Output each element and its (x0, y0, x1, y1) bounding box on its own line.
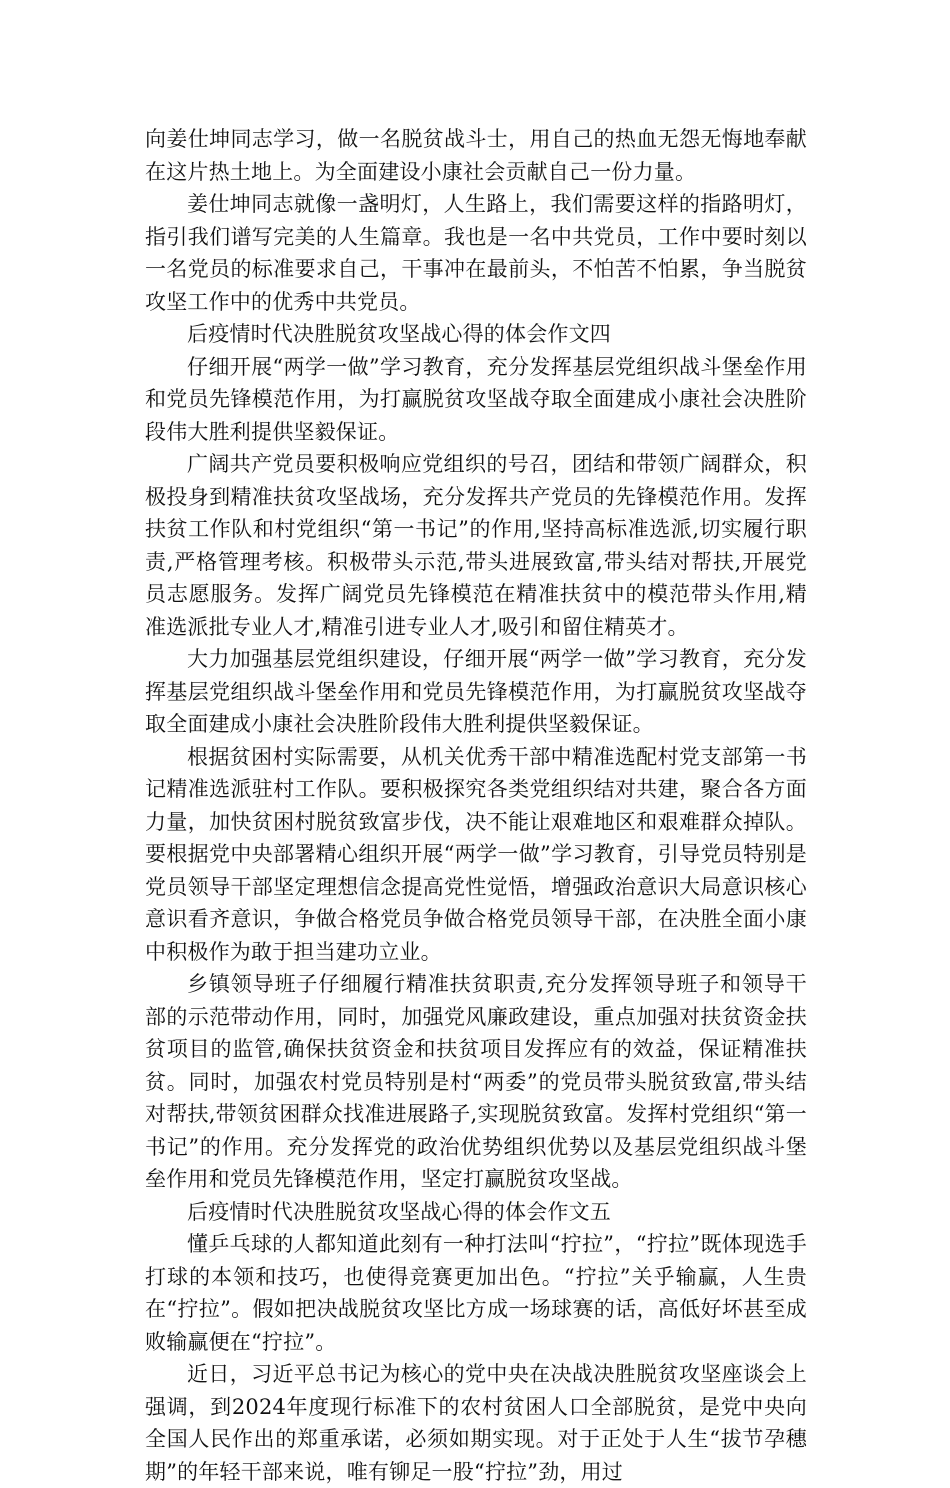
paragraph-7: 乡镇领导班子仔细履行精准扶贫职责,充分发挥领导班子和领导干部的示范带动作用，同时，加强党风廉政建设，重点加强对扶贫资金扶贫项目的监管,确保扶贫资金和扶贫项目发挥应有的效益，保证精准扶贫。同时，加强农村党员特别是村“两委”的党员带头脱贫致富,带头结对帮扶,带领贫困群众找准进展路子,实现脱贫致富。发挥村党组织“第一书记”的作用。充分发挥党的政治优势组织优势以及基层党组织战斗堡垒作用和党员先锋模范作用，坚定打赢脱贫攻坚战。 (145, 972, 807, 1191)
section-heading-4: 后疫情时代决胜脱贫攻坚战心得的体会作文四 (187, 322, 611, 346)
paragraph-1: 向姜仕坤同志学习，做一名脱贫战斗士，用自己的热血无怨无悔地奉献在这片热土地上。为全面建设小康社会贡献自己一份力量。 (145, 127, 807, 184)
document-body (145, 123, 807, 1488)
paragraph-3: 仔细开展“两学一做”学习教育，充分发挥基层党组织战斗堡垒作用和党员先锋模范作用，为打赢脱贫攻坚战夺取全面建成小康社会决胜阶段伟大胜利提供坚毅保证。 (145, 354, 807, 444)
paragraph-6: 根据贫困村实际需要，从机关优秀干部中精准选配村党支部第一书记精准选派驻村工作队。要积极探究各类党组织结对共建，聚合各方面力量，加快贫困村脱贫致富步伐，决不能让艰难地区和艰难群众掉队。要根据党中央部署精心组织开展“两学一做”学习教育，引导党员特别是党员领导干部坚定理想信念提高党性觉悟，增强政治意识大局意识核心意识看齐意识，争做合格党员争做合格党员领导干部，在决胜全面小康中积极作为敢于担当建功立业。 (145, 744, 807, 964)
paragraph-9: 近日，习近平总书记为核心的党中央在决战决胜脱贫攻坚座谈会上强调，到2024年度现行标准下的农村贫困人口全部脱贫，是党中央向全国人民作出的郑重承诺，必须如期实现。对于正处于人生“拔节孕穗期”的年轻干部来说，唯有铆足一股“拧拉”劲，用过 (145, 1362, 807, 1484)
paragraph-2: 姜仕坤同志就像一盏明灯，人生路上，我们需要这样的指路明灯，指引我们谱写完美的人生篇章。我也是一名中共党员，工作中要时刻以一名党员的标准要求自己，干事冲在最前头，不怕苦不怕累，争当脱贫攻坚工作中的优秀中共党员。 (145, 192, 807, 314)
paragraph-8: 懂乒乓球的人都知道此刻有一种打法叫“拧拉”，“拧拉”既体现选手打球的本领和技巧，也使得竞赛更加出色。“拧拉”关乎输赢，人生贵在“拧拉”。假如把决战脱贫攻坚比方成一场球赛的话，高低好坏甚至成败输赢便在“拧拉”。 (145, 1232, 807, 1354)
section-heading-5: 后疫情时代决胜脱贫攻坚战心得的体会作文五 (187, 1199, 611, 1224)
paragraph-4: 广阔共产党员要积极响应党组织的号召，团结和带领广阔群众，积极投身到精准扶贫攻坚战场，充分发挥共产党员的先锋模范作用。发挥扶贫工作队和村党组织“第一书记”的作用,坚持高标准选派,切实履行职责,严格管理考核。积极带头示范,带头进展致富,带头结对帮扶,开展党员志愿服务。发挥广阔党员先锋模范在精准扶贫中的模范带头作用,精准选派批专业人才,精准引进专业人才,吸引和留住精英才。 (145, 452, 807, 639)
paragraph-5: 大力加强基层党组织建设，仔细开展“两学一做”学习教育，充分发挥基层党组织战斗堡垒作用和党员先锋模范作用，为打赢脱贫攻坚战夺取全面建成小康社会决胜阶段伟大胜利提供坚毅保证。 (145, 647, 807, 736)
